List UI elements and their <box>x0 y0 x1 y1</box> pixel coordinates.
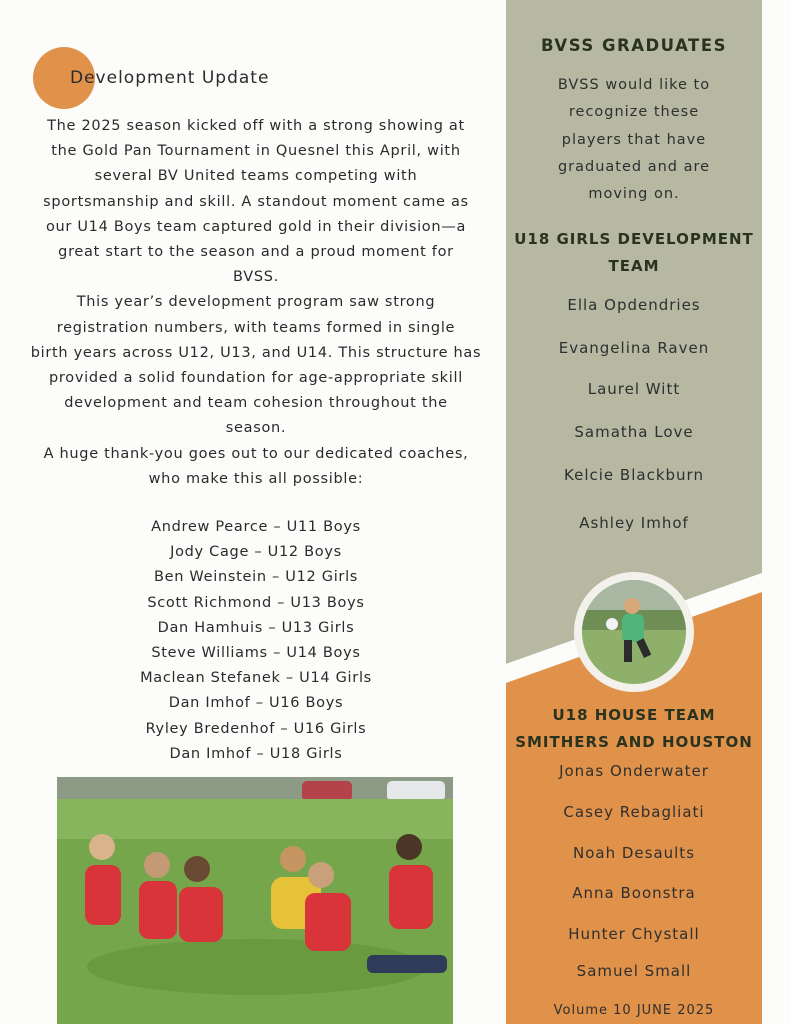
text-line: great start to the season and a proud moment for <box>58 244 454 261</box>
text-line: A huge thank-you goes out to our dedicated coaches, <box>43 445 469 462</box>
team-photo-illustration <box>57 777 453 1024</box>
paragraph-program <box>30 290 482 441</box>
article-body <box>30 114 482 492</box>
coach-item: Scott Richmond – U13 Boys <box>147 594 365 611</box>
text-line: sportsmanship and skill. A standout moment came as <box>43 193 469 210</box>
dev-team-heading <box>506 226 762 280</box>
coach-item: Maclean Stefanek – U14 Girls <box>140 670 372 687</box>
coach-item: Dan Imhof – U16 Boys <box>168 695 344 712</box>
text-line: TEAM <box>608 257 660 275</box>
text-line: BVSS would like to <box>557 77 711 93</box>
house-team-player: Samuel Small <box>576 962 692 980</box>
team-photo <box>57 777 453 1024</box>
dev-team-player: Evangelina Raven <box>558 339 710 357</box>
text-line: recognize these <box>568 104 700 121</box>
coach-item: Ryley Bredenhof – U16 Girls <box>145 720 367 737</box>
section-title: Development Update <box>70 68 270 88</box>
house-team-player: Hunter Chystall <box>568 925 700 943</box>
text-line: birth years across U12, U13, and U14. This structure has <box>30 344 482 361</box>
coach-item: Andrew Pearce – U11 Boys <box>151 519 361 535</box>
text-line: provided a solid foundation for age-appropriate skill <box>49 370 463 387</box>
dev-team-player: Samatha Love <box>574 423 694 441</box>
house-team-heading <box>506 702 762 756</box>
coach-list <box>30 515 482 767</box>
text-line: graduated and are <box>557 158 711 175</box>
text-line: U18 GIRLS DEVELOPMENT <box>514 230 754 248</box>
text-line: This year’s development program saw strong <box>76 294 436 311</box>
dev-team-player: Ashley Imhof <box>579 514 689 532</box>
coach-item: Jody Cage – U12 Boys <box>170 544 342 561</box>
text-line: players that have <box>561 131 707 148</box>
coach-item: Steve Williams – U14 Boys <box>151 644 361 661</box>
player-photo-illustration <box>582 580 686 684</box>
coach-item: Dan Hamhuis – U13 Girls <box>157 619 355 636</box>
coach-item: Dan Imhof – U18 Girls <box>169 745 343 762</box>
text-line: who make this all possible: <box>148 470 364 487</box>
text-line: U18 HOUSE TEAM <box>552 706 716 724</box>
paragraph-tournament <box>30 114 482 290</box>
graduates-intro <box>506 72 762 208</box>
volume-footer: Volume 10 JUNE 2025 <box>553 1003 715 1018</box>
house-team-player: Anna Boonstra <box>572 884 696 902</box>
dev-team-player: Laurel Witt <box>587 380 681 398</box>
dev-team-player: Ella Opdendries <box>567 296 701 314</box>
text-line: our U14 Boys team captured gold in their division—a <box>45 218 467 235</box>
coach-item: Ben Weinstein – U12 Girls <box>153 569 359 586</box>
house-team-player: Jonas Onderwater <box>559 762 709 780</box>
text-line: moving on. <box>588 186 680 203</box>
text-line: SMITHERS AND HOUSTON <box>515 733 753 751</box>
text-line: season. <box>225 420 287 437</box>
dev-team-player: Kelcie Blackburn <box>564 466 704 484</box>
graduates-title: BVSS GRADUATES <box>541 36 727 55</box>
house-team-player: Noah Desaults <box>572 844 696 862</box>
player-photo <box>582 580 686 684</box>
text-line: the Gold Pan Tournament in Quesnel this April, with <box>51 143 461 160</box>
text-line: The 2025 season kicked off with a strong showing at <box>47 118 465 134</box>
text-line: several BV United teams competing with <box>94 168 418 185</box>
text-line: development and team cohesion throughout the <box>64 395 448 412</box>
text-line: registration numbers, with teams formed in single <box>56 319 456 336</box>
text-line: BVSS. <box>233 269 279 286</box>
player-photo-frame <box>574 572 694 692</box>
paragraph-thanks <box>30 442 482 492</box>
house-team-player: Casey Rebagliati <box>563 803 705 821</box>
graduates-sidebar <box>506 0 762 1024</box>
